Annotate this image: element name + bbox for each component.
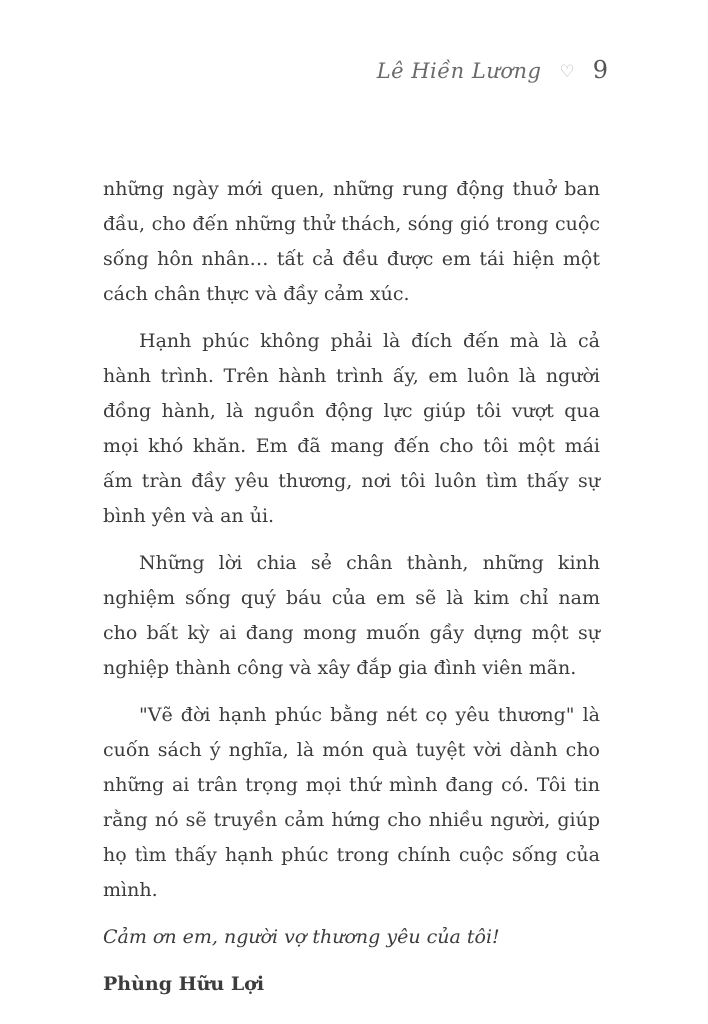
closing-dedication: Cảm ơn em, người vợ thương yêu của tôi! xyxy=(103,926,500,948)
paragraph: "Vẽ đời hạnh phúc bằng nét cọ yêu thương" là cuốn sách ý nghĩa, là món quà tuyệt vời dành cho những ai trân trọng mọi thứ mình đang có. Tôi tin rằng nó sẽ truyền cảm hứng cho nhiều người, giúp họ tìm thấy hạnh phúc trong chính cuộc sống của mình. xyxy=(103,704,600,901)
author-name: Lê Hiền Lương xyxy=(376,59,542,83)
running-header xyxy=(103,56,608,84)
signature: Phùng Hữu Lợi xyxy=(103,973,265,995)
heart-icon: ♡ xyxy=(559,62,575,82)
page-body xyxy=(103,172,600,1014)
paragraph: Những lời chia sẻ chân thành, những kinh nghiệm sống quý báu của em sẽ là kim chỉ nam cho bất kỳ ai đang mong muốn gầy dựng một sự nghiệp thành công và xây đắp gia đình viên mãn. xyxy=(103,552,600,679)
paragraph: Hạnh phúc không phải là đích đến mà là cả hành trình. Trên hành trình ấy, em luôn là người đồng hành, là nguồn động lực giúp tôi vượt qua mọi khó khăn. Em đã mang đến cho tôi một mái ấm tràn đầy yêu thương, nơi tôi luôn tìm thấy sự bình yên và an ủi. xyxy=(103,330,600,527)
paragraph-continuation: những ngày mới quen, những rung động thuở ban đầu, cho đến những thử thách, sóng gió trong cuộc sống hôn nhân… tất cả đều được em tái hiện một cách chân thực và đầy cảm xúc. xyxy=(103,178,600,305)
page-number: 9 xyxy=(592,56,608,84)
